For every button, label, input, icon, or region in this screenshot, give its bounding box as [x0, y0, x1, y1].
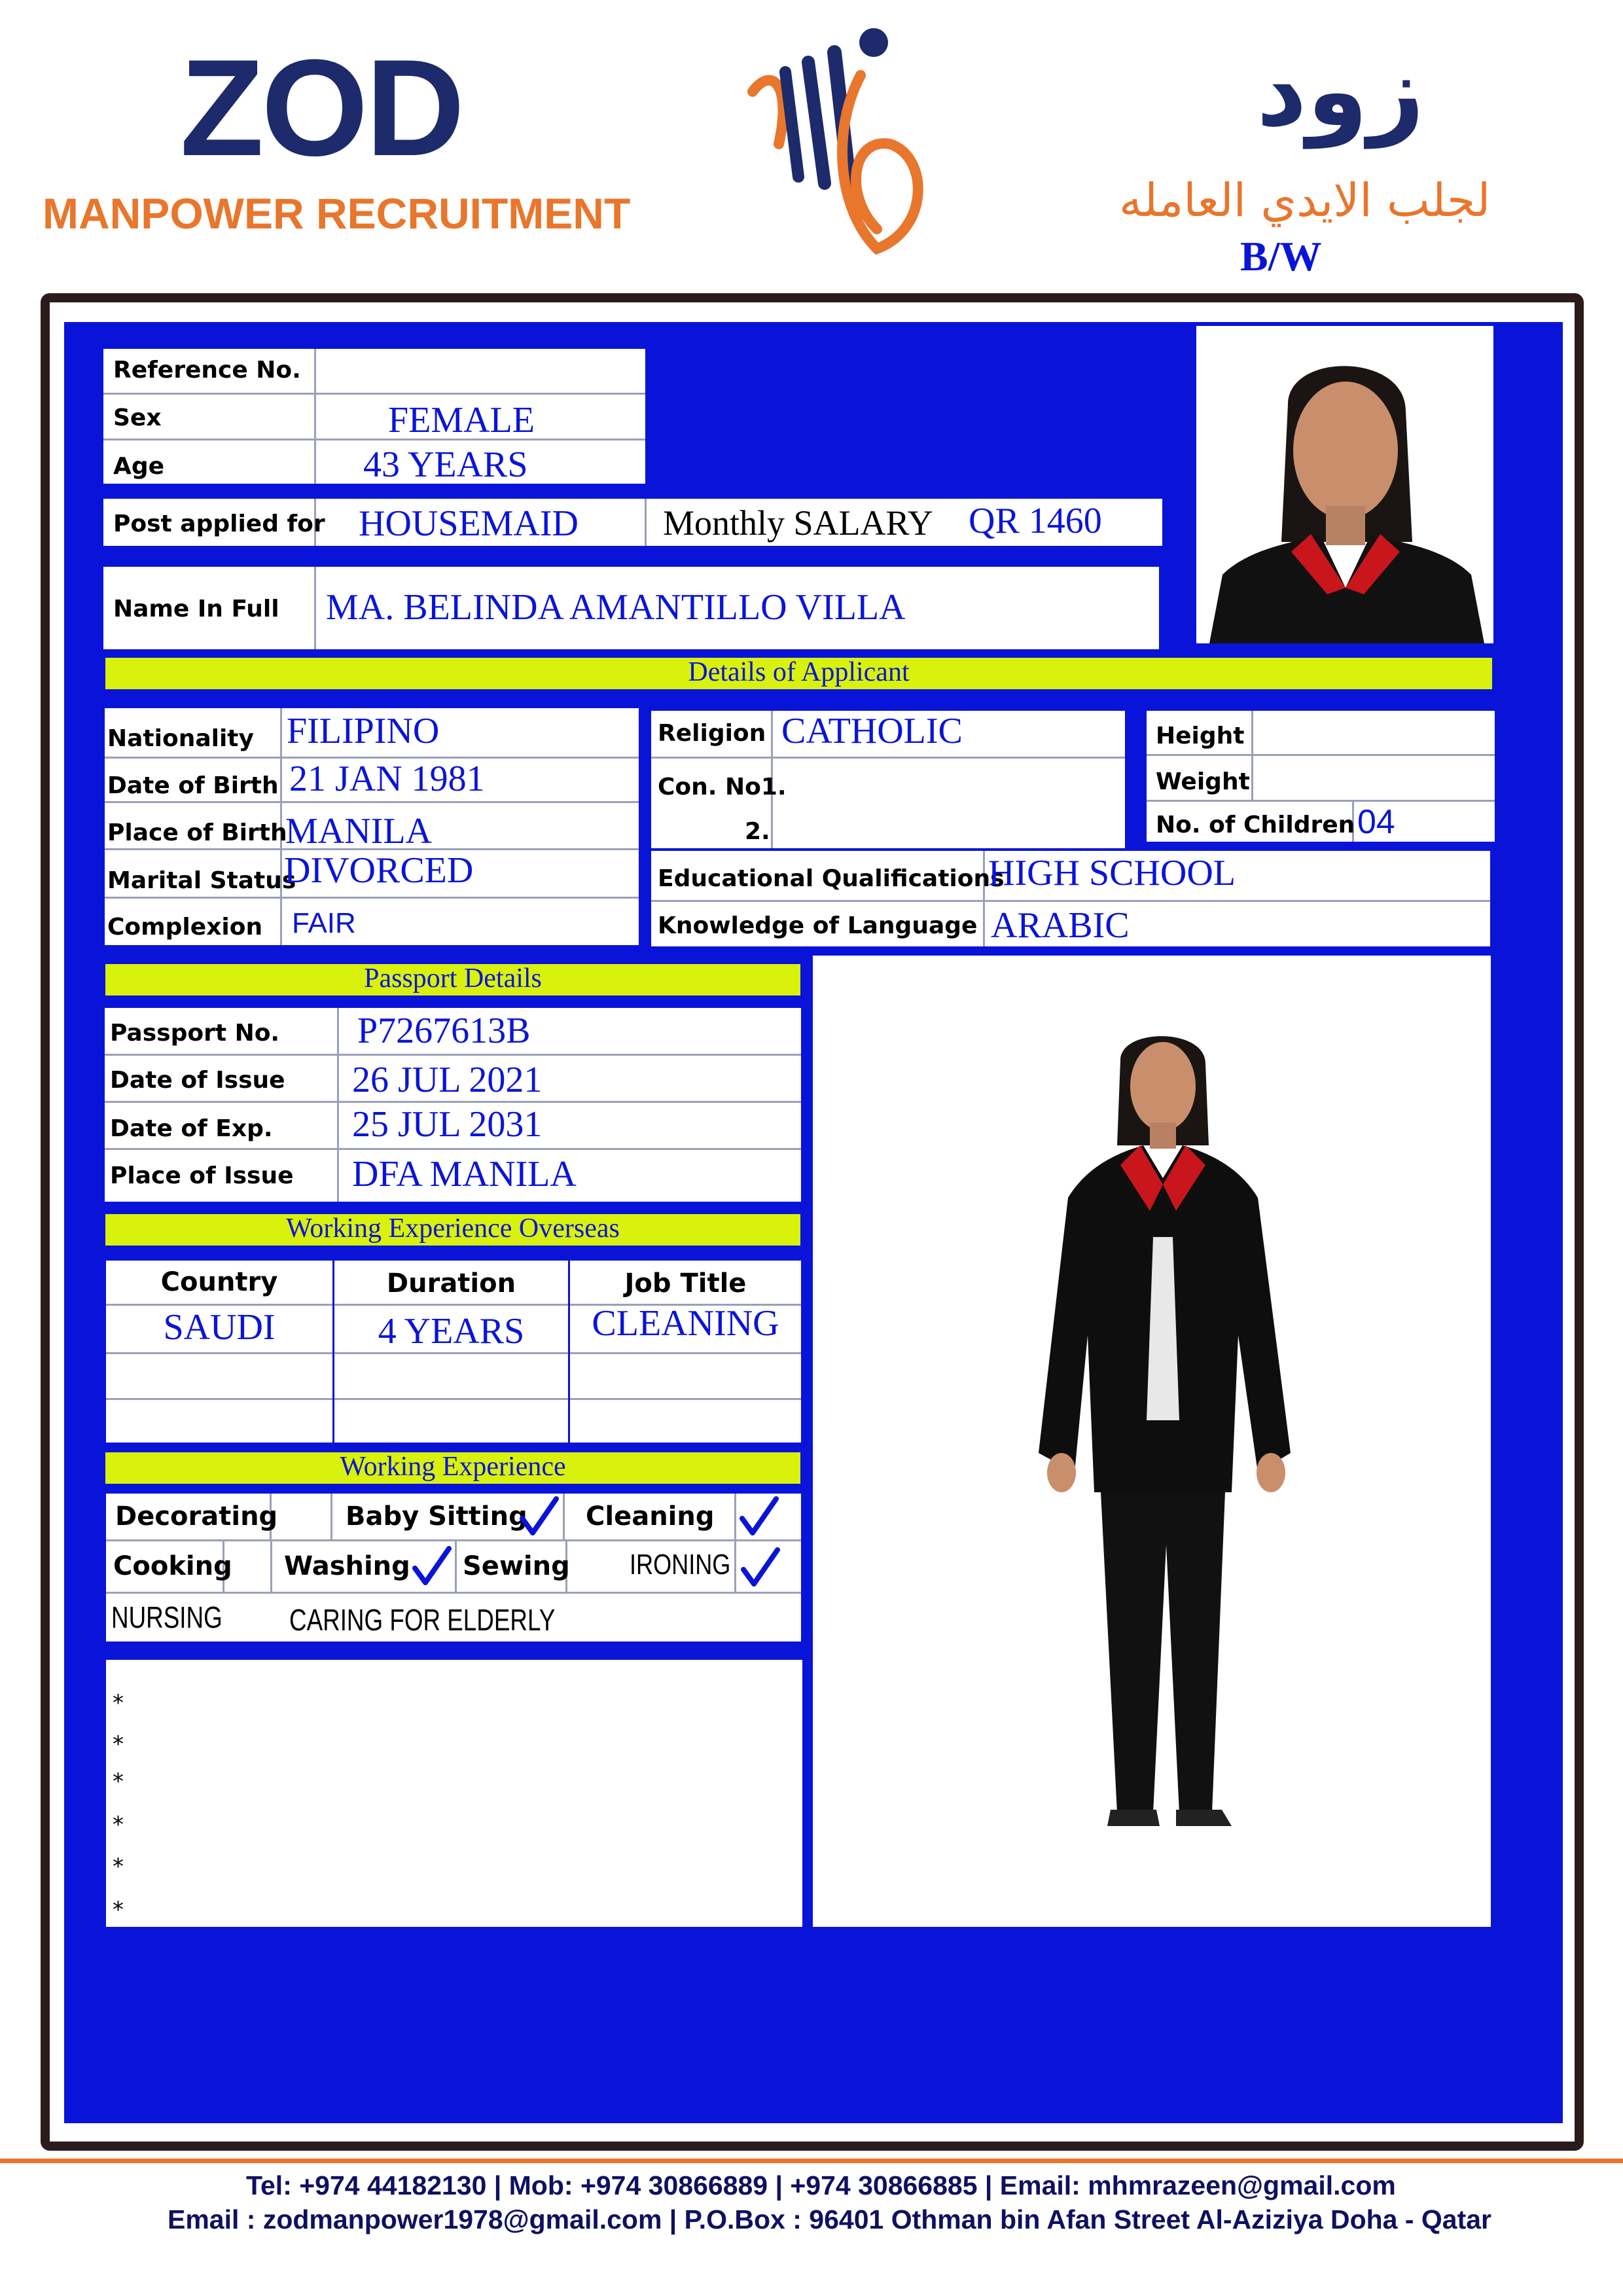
arabic-brand: زود: [1257, 35, 1425, 149]
overseas-row-duration: 4 YEARS: [378, 1311, 525, 1352]
ironing-check-icon: [738, 1546, 781, 1589]
section-passport-details: Passport Details: [103, 962, 802, 997]
brand-subtitle: MANPOWER RECRUITMENT: [43, 189, 631, 238]
dob-value: 21 JAN 1981: [289, 759, 485, 799]
overseas-header-duration: Duration: [386, 1268, 516, 1299]
passport-place-value: DFA MANILA: [352, 1154, 577, 1194]
footer-address-line: Email : zodmanpower1978@gmail.com | P.O.Box : 96401 Othman bin Afan Street Al-Aziziya Doha - Qatar: [168, 2204, 1491, 2234]
passport-place-label: Place of Issue: [110, 1162, 294, 1189]
children-label: No. of Children: [1156, 812, 1355, 838]
footer-divider: [0, 2159, 1623, 2163]
passport-number-label: Passport No.: [110, 1020, 280, 1047]
brand-logo-text: ZOD: [180, 31, 463, 185]
skill-sewing: Sewing: [463, 1551, 570, 1581]
cleaning-check-icon: [737, 1495, 780, 1538]
note-bullet: *: [113, 1768, 124, 1795]
skill-cleaning: Cleaning: [586, 1501, 715, 1532]
overseas-header-country: Country: [160, 1267, 278, 1297]
baby-sitting-check-icon: [517, 1495, 560, 1538]
sex-value: FEMALE: [388, 400, 535, 440]
note-bullet: *: [113, 1897, 124, 1923]
age-value: 43 YEARS: [363, 444, 528, 485]
con1-label: Con. No1.: [658, 774, 787, 800]
salary-label: Monthly SALARY: [663, 503, 933, 543]
weight-label: Weight: [1156, 768, 1250, 795]
document-code: B/W: [1240, 233, 1322, 279]
reference-label: Reference No.: [113, 357, 301, 384]
sex-label: Sex: [113, 404, 162, 431]
marital-value: DIVORCED: [284, 850, 474, 891]
section-details-of-applicant: Details of Applicant: [103, 656, 1494, 691]
language-value: ARABIC: [991, 905, 1130, 946]
marital-label: Marital Status: [107, 867, 296, 894]
passport-issue-label: Date of Issue: [110, 1067, 285, 1094]
salary-value: QR 1460: [969, 501, 1102, 541]
skill-decorating: Decorating: [115, 1501, 278, 1532]
language-label: Knowledge of Language: [658, 912, 978, 939]
note-bullet: *: [113, 1731, 124, 1757]
children-value: 04: [1357, 803, 1395, 841]
note-bullet: *: [113, 1690, 124, 1716]
section-working-experience-overseas: Working Experience Overseas: [103, 1212, 802, 1247]
religion-value: CATHOLIC: [781, 711, 963, 751]
notes-box: [106, 1660, 802, 1927]
passport-exp-value: 25 JUL 2031: [352, 1104, 543, 1145]
passport-issue-value: 26 JUL 2021: [352, 1060, 543, 1100]
company-logo-icon: [733, 13, 942, 262]
religion-label: Religion: [658, 720, 766, 747]
nationality-label: Nationality: [107, 725, 254, 752]
education-label: Educational Qualifications: [658, 865, 1005, 892]
note-bullet: *: [113, 1854, 124, 1880]
portrait-photo: [1196, 326, 1493, 643]
skill-washing: Washing: [284, 1551, 410, 1581]
note-bullet: *: [113, 1812, 124, 1838]
name-label: Name In Full: [113, 596, 279, 622]
full-body-photo: [813, 956, 1491, 1927]
skill-nursing: NURSING: [111, 1600, 223, 1634]
passport-number-value: P7267613B: [357, 1011, 531, 1051]
education-value: HIGH SCHOOL: [988, 853, 1236, 893]
complexion-value: FAIR: [292, 907, 356, 939]
skill-baby-sitting: Baby Sitting: [346, 1501, 527, 1532]
age-label: Age: [113, 453, 165, 480]
nationality-value: FILIPINO: [287, 711, 440, 751]
overseas-row-job-title: CLEANING: [592, 1303, 779, 1344]
pob-label: Place of Birth: [107, 819, 287, 846]
washing-check-icon: [410, 1545, 453, 1588]
section-working-experience: Working Experience: [103, 1450, 802, 1486]
dob-label: Date of Birth: [107, 772, 279, 799]
post-value: HOUSEMAID: [359, 503, 579, 544]
name-value: MA. BELINDA AMANTILLO VILLA: [326, 587, 906, 628]
footer-contact-line: Tel: +974 44182130 | Mob: +974 30866889 | +974 30866885 | Email: mhmrazeen@gmail.com: [246, 2170, 1396, 2200]
arabic-subtitle: لجلب الايدي العامله: [1119, 173, 1491, 227]
post-label: Post applied for: [113, 511, 325, 537]
skill-cooking: Cooking: [113, 1551, 232, 1581]
overseas-header-job-title: Job Title: [624, 1268, 747, 1299]
complexion-label: Complexion: [107, 914, 263, 941]
height-label: Height: [1156, 723, 1245, 749]
con2-label: 2.: [745, 818, 770, 845]
pob-value: MANILA: [285, 811, 432, 852]
overseas-row-country: SAUDI: [163, 1307, 276, 1348]
skill-ironing: IRONING: [630, 1549, 731, 1581]
passport-exp-label: Date of Exp.: [110, 1115, 273, 1142]
skill-caring-for-elderly: CARING FOR ELDERLY: [289, 1603, 556, 1637]
